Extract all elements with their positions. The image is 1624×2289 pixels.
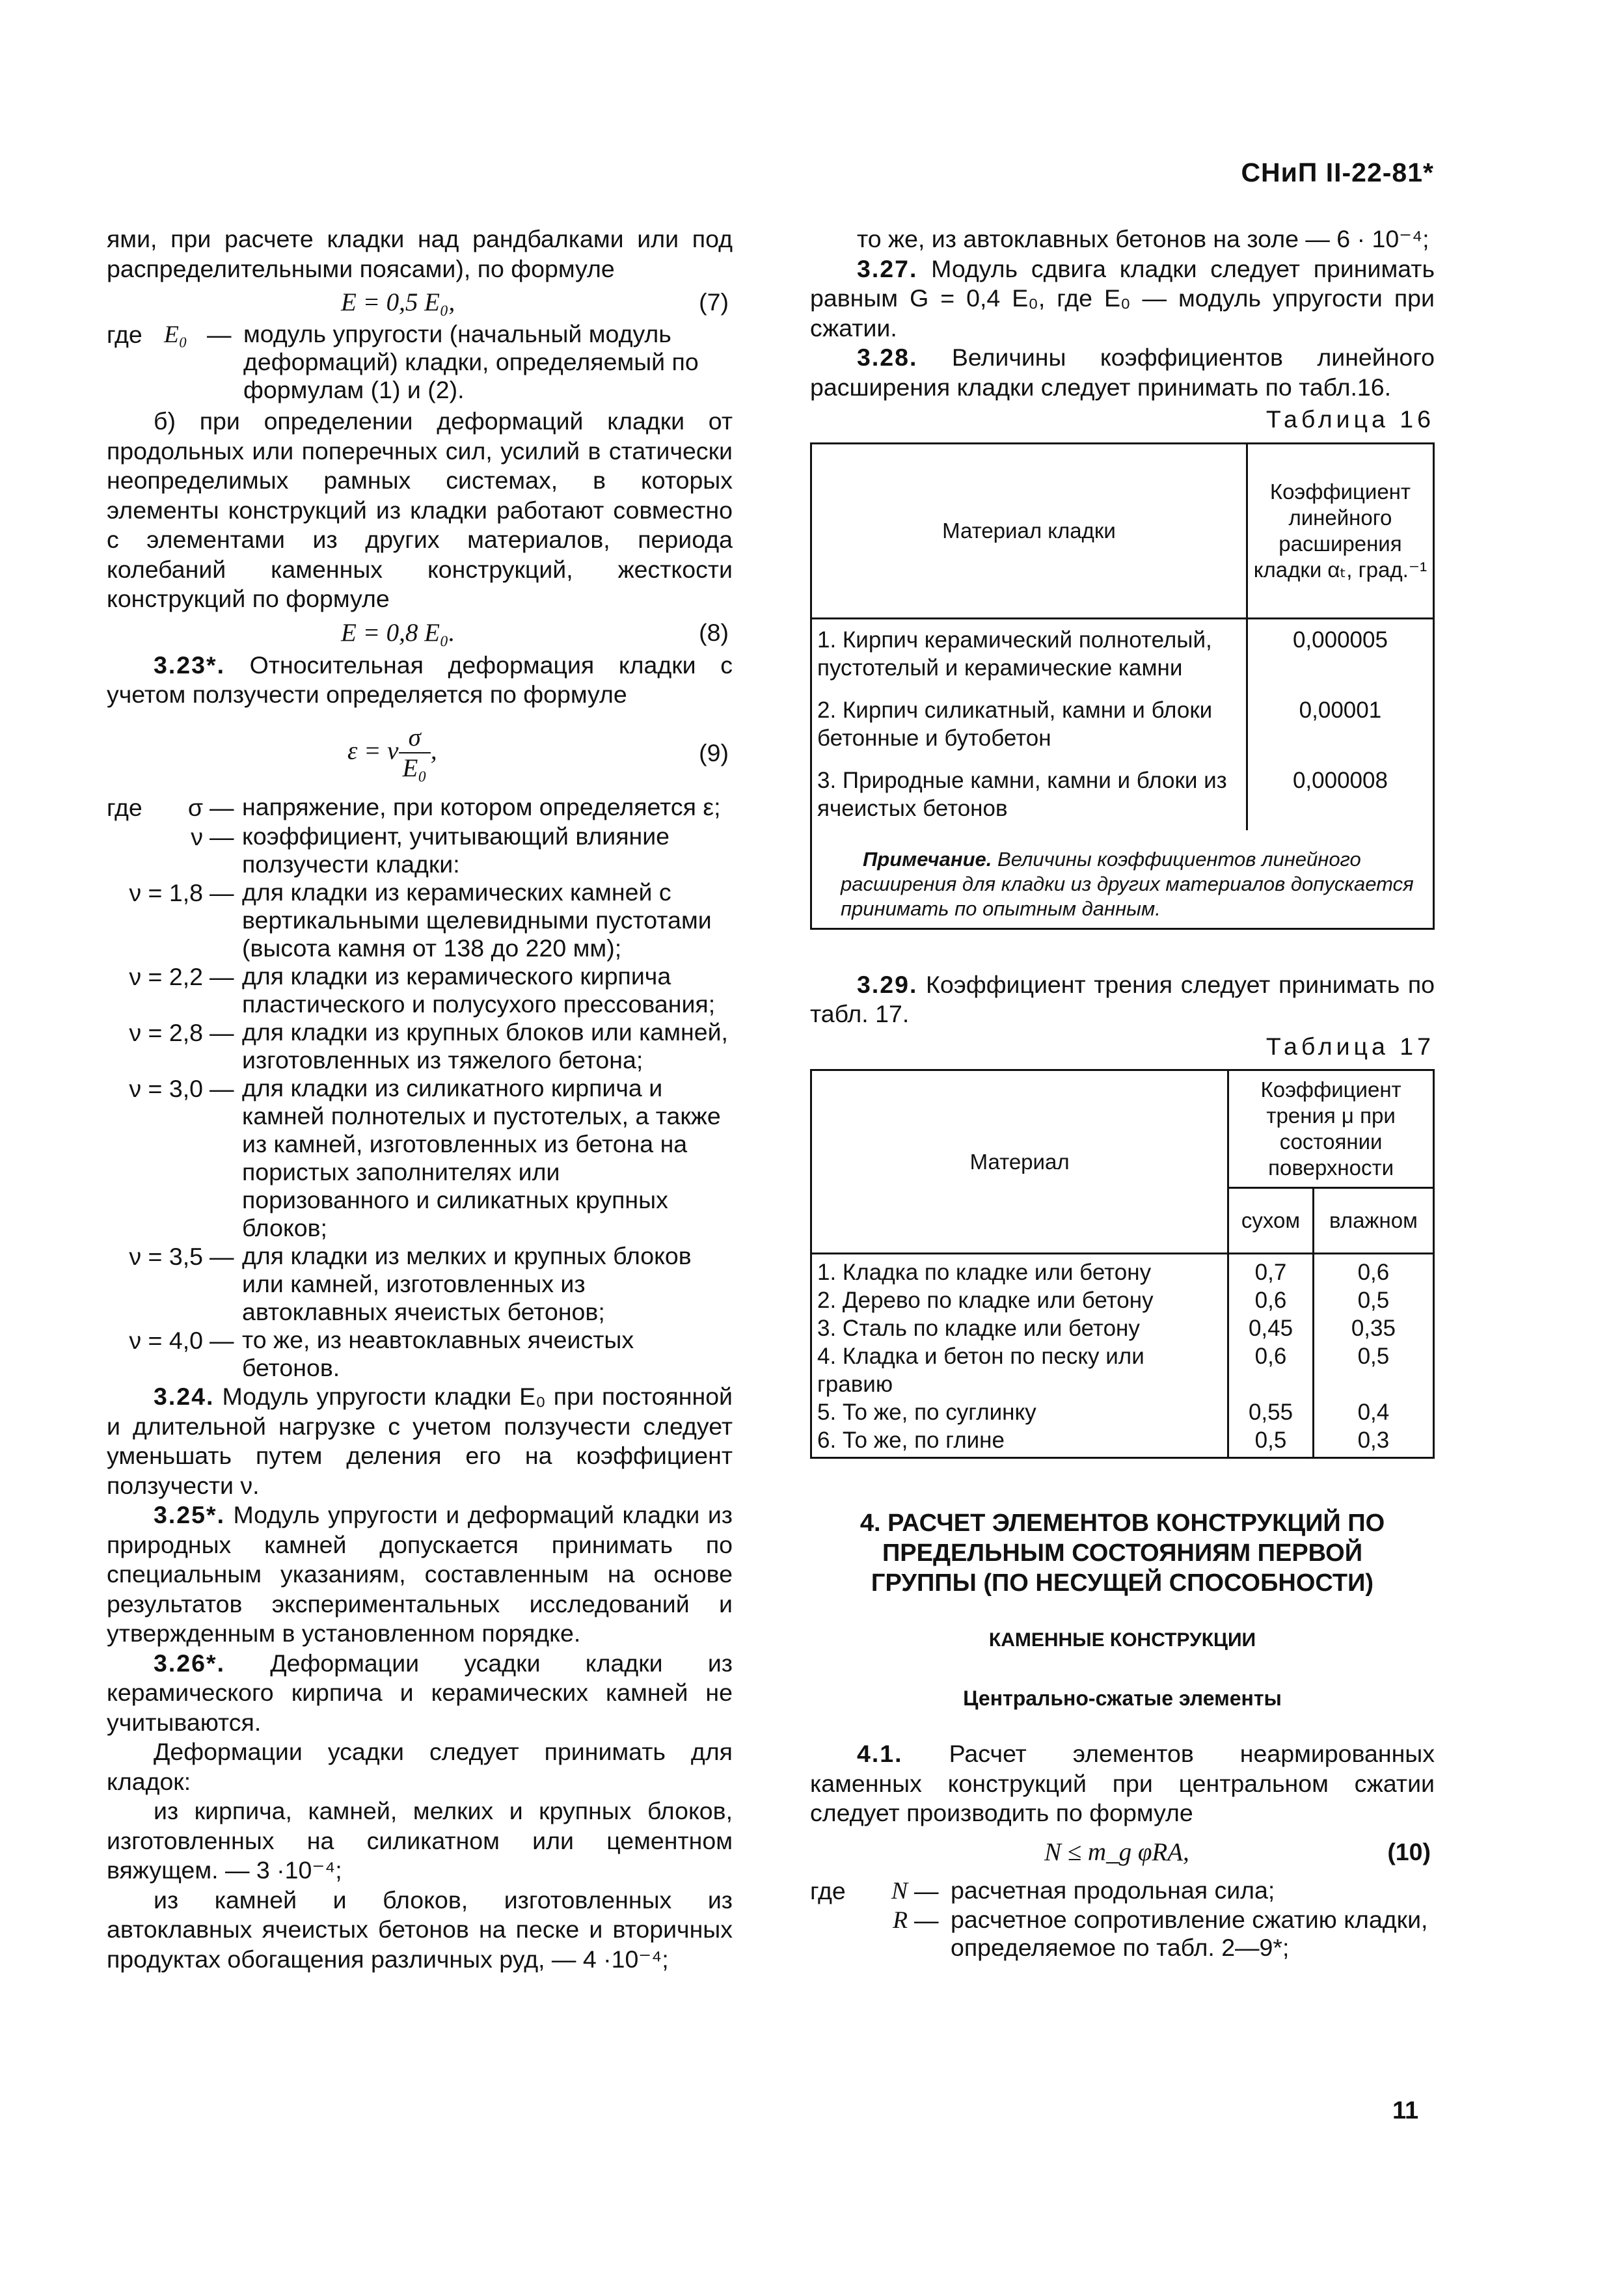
formula-9-expression: ε = ν $\frac{\sigma}{\text{E₀}}$ ,: [347, 723, 437, 782]
paragraph-b: б) при определении деформаций кладки от продольных или поперечных сил, усилий в статически неопределимых рамных системах, в которых элементы конструкций из кладки работают совместно с элементами из других материалов, периода колебаний каменных конструкций, жесткости конструкций по формуле: [107, 407, 733, 612]
definition-dash: —: [210, 1075, 234, 1102]
definition-dash: —: [210, 963, 234, 990]
right-column: [810, 224, 1435, 1962]
paragraph-3-27: [810, 254, 1435, 344]
definition-text: для кладки из крупных блоков или камней, изготовленных из тяжелого бетона;: [242, 1018, 728, 1074]
table-cell-value: 0,00001: [1247, 690, 1433, 760]
definition-text: для кладки из керамических камней с вертикальными щелевидными пустотами (высота камня от 138 до 220 мм);: [242, 878, 712, 962]
paragraph-shrinkage: Деформации усадки следует принимать для кладок:: [107, 1738, 733, 1795]
clause-text: Модуль упругости и деформаций кладки из природных камней допускается принимать по специальным указаниям, составленным на основе результатов экспериментальных исследований и утвержденным в установленном порядке.: [107, 1501, 733, 1647]
definition-symbol: ν = 2,2: [129, 963, 203, 990]
definition-symbol: ν = 1,8: [129, 879, 203, 906]
paragraph-3-23: [107, 651, 733, 710]
table-16-header-material: Материал кладки: [811, 443, 1247, 618]
left-column: [107, 224, 733, 1974]
paragraph-shrinkage-1: из кирпича, камней, мелких и крупных блоков, изготовленных на силикатном или цементном вяжущем. — 3 ·10⁻⁴;: [107, 1797, 733, 1884]
definition-symbol: ν = 4,0: [129, 1327, 203, 1354]
formula-9: [107, 714, 733, 792]
paragraph-intro: ями, при расчете кладки над рандбалками или под распределительными поясами), по формуле: [107, 225, 733, 282]
definition-dash: —: [210, 823, 234, 850]
page-number: 11: [1392, 2097, 1419, 2124]
table-row: [811, 1286, 1434, 1314]
definition-symbol: N: [891, 1877, 908, 1904]
definition-dash: —: [210, 1243, 234, 1270]
formula-10-expression: N ≤ m_g φRA,: [1044, 1837, 1189, 1866]
table-cell-value: 0,000008: [1247, 760, 1433, 830]
table-cell-wet: 0,6: [1313, 1254, 1433, 1287]
formula-8-number: (8): [699, 618, 729, 646]
table-cell-dry: 0,45: [1228, 1314, 1314, 1342]
definition-dash: —: [210, 1327, 234, 1354]
table-17-caption: Таблица 17: [1265, 1032, 1435, 1060]
definition-text: напряжение, при котором определяется ε;: [242, 792, 721, 820]
table-17-header-dry: сухом: [1228, 1188, 1314, 1254]
definition-dash: —: [210, 1019, 234, 1046]
table-17-body: [811, 1254, 1434, 1458]
definition-symbol: ν = 3,0: [129, 1075, 203, 1102]
clause-number: 3.24.: [154, 1383, 215, 1410]
table-cell-wet: 0,3: [1313, 1426, 1433, 1458]
table-16-caption: Таблица 16: [1265, 405, 1435, 433]
table-cell-material: 1. Кирпич керамический полнотелый, пустотелый и керамические камни: [811, 618, 1247, 690]
formula-7: [107, 288, 733, 319]
table-row: [811, 690, 1434, 760]
definition-text: расчетное сопротивление сжатию кладки, определяемое по табл. 2—9*;: [951, 1906, 1428, 1961]
table-row: [811, 1314, 1434, 1342]
clause-text: Модуль сдвига кладки следует принимать равным G = 0,4 E₀, где E₀ — модуль упругости при сжатии.: [810, 254, 1435, 342]
definition-dash: —: [210, 793, 234, 821]
table-17: [810, 1069, 1435, 1459]
definition-symbol: σ: [187, 793, 203, 821]
formula-8: [107, 618, 733, 649]
formula-10-number: (10): [1387, 1837, 1431, 1865]
paragraph-3-26: [107, 1649, 733, 1738]
table-cell-dry: 0,55: [1228, 1398, 1314, 1426]
formula-9-numerator: σ: [408, 723, 421, 752]
table-row: [811, 1254, 1434, 1287]
formula-9-lhs: ε = ν: [347, 736, 399, 765]
clause-text: Относительная деформация кладки с учетом ползучести определяется по формуле: [107, 651, 733, 708]
clause-text: Деформации усадки кладки из керамического кирпича и керамических камней не учитываются.: [107, 1649, 733, 1736]
formula-9-number: (9): [699, 738, 729, 766]
table-cell-material: 2. Дерево по кладке или бетону: [811, 1286, 1228, 1314]
clause-text: Коэффициент трения следует принимать по табл. 17.: [810, 970, 1435, 1027]
document-code-header: СНиП II-22-81*: [1241, 157, 1434, 187]
definition-dash: —: [207, 321, 232, 348]
table-row: [811, 1398, 1434, 1426]
definition-dash: —: [914, 1906, 939, 1934]
table-cell-wet: 0,5: [1313, 1286, 1433, 1314]
clause-number: 3.28.: [857, 344, 918, 371]
table-cell-material: 4. Кладка и бетон по песку или гравию: [811, 1342, 1228, 1398]
table-cell-value: 0,000005: [1247, 618, 1433, 690]
table-cell-wet: 0,4: [1313, 1398, 1433, 1426]
where-label: где: [107, 321, 142, 348]
paragraph-shrinkage-2: из камней и блоков, изготовленных из автоклавных ячеистых бетонов на песке и вторичных продуктах обогащения различных руд, — 4 ·10⁻⁴;: [107, 1886, 733, 1973]
subsubsection-title: Центрально-сжатые элементы: [963, 1686, 1282, 1710]
clause-number: 4.1.: [857, 1740, 903, 1767]
clause-text: Модуль упругости кладки E₀ при постоянной и длительной нагрузке с учетом ползучести следует уменьшать путем деления его на коэффициент ползучести ν.: [107, 1383, 733, 1499]
table-cell-wet: 0,35: [1313, 1314, 1433, 1342]
table-17-header-material: Материал: [811, 1070, 1228, 1254]
formula-8-expression: E = 0,8 E₀.: [341, 618, 455, 647]
table-cell-material: 2. Кирпич силикатный, камни и блоки бетонные и бутобетон: [811, 690, 1247, 760]
clause-text: Расчет элементов неармированных каменных конструкций при центральном сжатии следует производить по формуле: [810, 1740, 1435, 1826]
definition-text: коэффициент, учитывающий влияние ползучести кладки:: [242, 822, 670, 878]
table-cell-dry: 0,6: [1228, 1342, 1314, 1398]
definition-items: [810, 1876, 1435, 1962]
definition-text: модуль упругости (начальный модуль деформаций) кладки, определяемый по формулам (1) и (2).: [243, 320, 699, 403]
definition-items: [107, 793, 733, 1383]
clause-number: 3.29.: [857, 970, 918, 998]
clause-number: 3.23*.: [154, 651, 225, 679]
table-cell-material: 3. Сталь по кладке или бетону: [811, 1314, 1228, 1342]
definition-dash: —: [210, 879, 234, 906]
paragraph-3-29: [810, 970, 1435, 1029]
formula-7-expression: E = 0,5 E₀,: [341, 288, 455, 316]
definition-symbol: R: [893, 1907, 908, 1934]
definition-text: для кладки из мелких и крупных блоков или камней, изготовленных из автоклавных ячеистых бетонов;: [242, 1242, 692, 1325]
definition-symbol: ν: [191, 823, 203, 850]
note-label: Примечание.: [863, 847, 992, 871]
paragraph-3-28: [810, 343, 1435, 402]
paragraph-continued: то же, из автоклавных бетонов на золе — 6 · 10⁻⁴;: [857, 225, 1429, 252]
table-17-header-wet: влажном: [1313, 1188, 1433, 1254]
definition-symbol: E₀: [164, 321, 187, 348]
note-text: Величины коэффициентов линейного расширения для кладки из других материалов допускается принимать по опытным данным.: [841, 847, 1414, 920]
table-16: [810, 442, 1435, 930]
definition-text: расчетная продольная сила;: [951, 1876, 1275, 1904]
table-row: [811, 618, 1434, 690]
definition-symbol: ν = 3,5: [129, 1243, 203, 1270]
paragraph-3-25: [107, 1500, 733, 1649]
table-row: [811, 1426, 1434, 1458]
table-cell-material: 6. То же, по глине: [811, 1426, 1228, 1458]
definition-list-nu: [107, 793, 733, 1383]
definition-symbol: ν = 2,8: [129, 1019, 203, 1046]
definition-text: для кладки из силикатного кирпича и камней полнотелых и пустотелых, а также из камней, изготовленных из бетона на пористых заполнителях или поризованного и силикатных крупных блоков;: [242, 1074, 721, 1241]
table-16-note-row: [811, 830, 1434, 929]
definition-dash: —: [914, 1876, 939, 1904]
definition-list-e0: [107, 320, 733, 404]
table-cell-material: 3. Природные камни, камни и блоки из ячеистых бетонов: [811, 760, 1247, 830]
table-cell-dry: 0,6: [1228, 1286, 1314, 1314]
paragraph-3-24: [107, 1382, 733, 1500]
table-cell-material: 1. Кладка по кладке или бетону: [811, 1254, 1228, 1287]
formula-7-number: (7): [699, 288, 729, 316]
clause-number: 3.27.: [857, 254, 918, 282]
clause-text: Величины коэффициентов линейного расширения кладки следует принимать по табл.16.: [810, 344, 1435, 401]
table-16-body: [811, 618, 1434, 830]
clause-number: 3.25*.: [154, 1501, 225, 1528]
table-cell-dry: 0,5: [1228, 1426, 1314, 1458]
table-cell-dry: 0,7: [1228, 1254, 1314, 1287]
table-cell-material: 5. То же, по суглинку: [811, 1398, 1228, 1426]
subsection-title: КАМЕННЫЕ КОНСТРУКЦИИ: [988, 1629, 1256, 1651]
table-17-header-coefficient: Коэффициент трения μ при состоянии поверхности: [1228, 1070, 1434, 1188]
clause-number: 3.26*.: [154, 1649, 225, 1677]
where-label: где: [810, 1876, 846, 1904]
table-row: [811, 760, 1434, 830]
table-row: [811, 1342, 1434, 1398]
where-label: где: [107, 793, 142, 821]
formula-9-fraction: [399, 723, 431, 783]
formula-10: [810, 1837, 1435, 1869]
formula-9-denominator: E₀: [399, 752, 431, 783]
definition-text: для кладки из керамического кирпича пластического и полусухого прессования;: [242, 962, 716, 1018]
definition-list-right: [810, 1876, 1435, 1962]
section-title: 4. РАСЧЕТ ЭЛЕМЕНТОВ КОНСТРУКЦИЙ ПО ПРЕДЕЛЬНЫМ СОСТОЯНИЯМ ПЕРВОЙ ГРУППЫ (ПО НЕСУЩЕЙ СПОСОБНОСТИ): [859, 1510, 1385, 1597]
definition-text: то же, из неавтоклавных ячеистых бетонов.: [242, 1326, 634, 1381]
paragraph-4-1: [810, 1739, 1435, 1828]
table-cell-wet: 0,5: [1313, 1342, 1433, 1398]
table-16-note: [811, 830, 1434, 929]
table-16-header-coefficient: Коэффициент линейного расширения кладки αₜ, град.⁻¹: [1247, 443, 1433, 618]
